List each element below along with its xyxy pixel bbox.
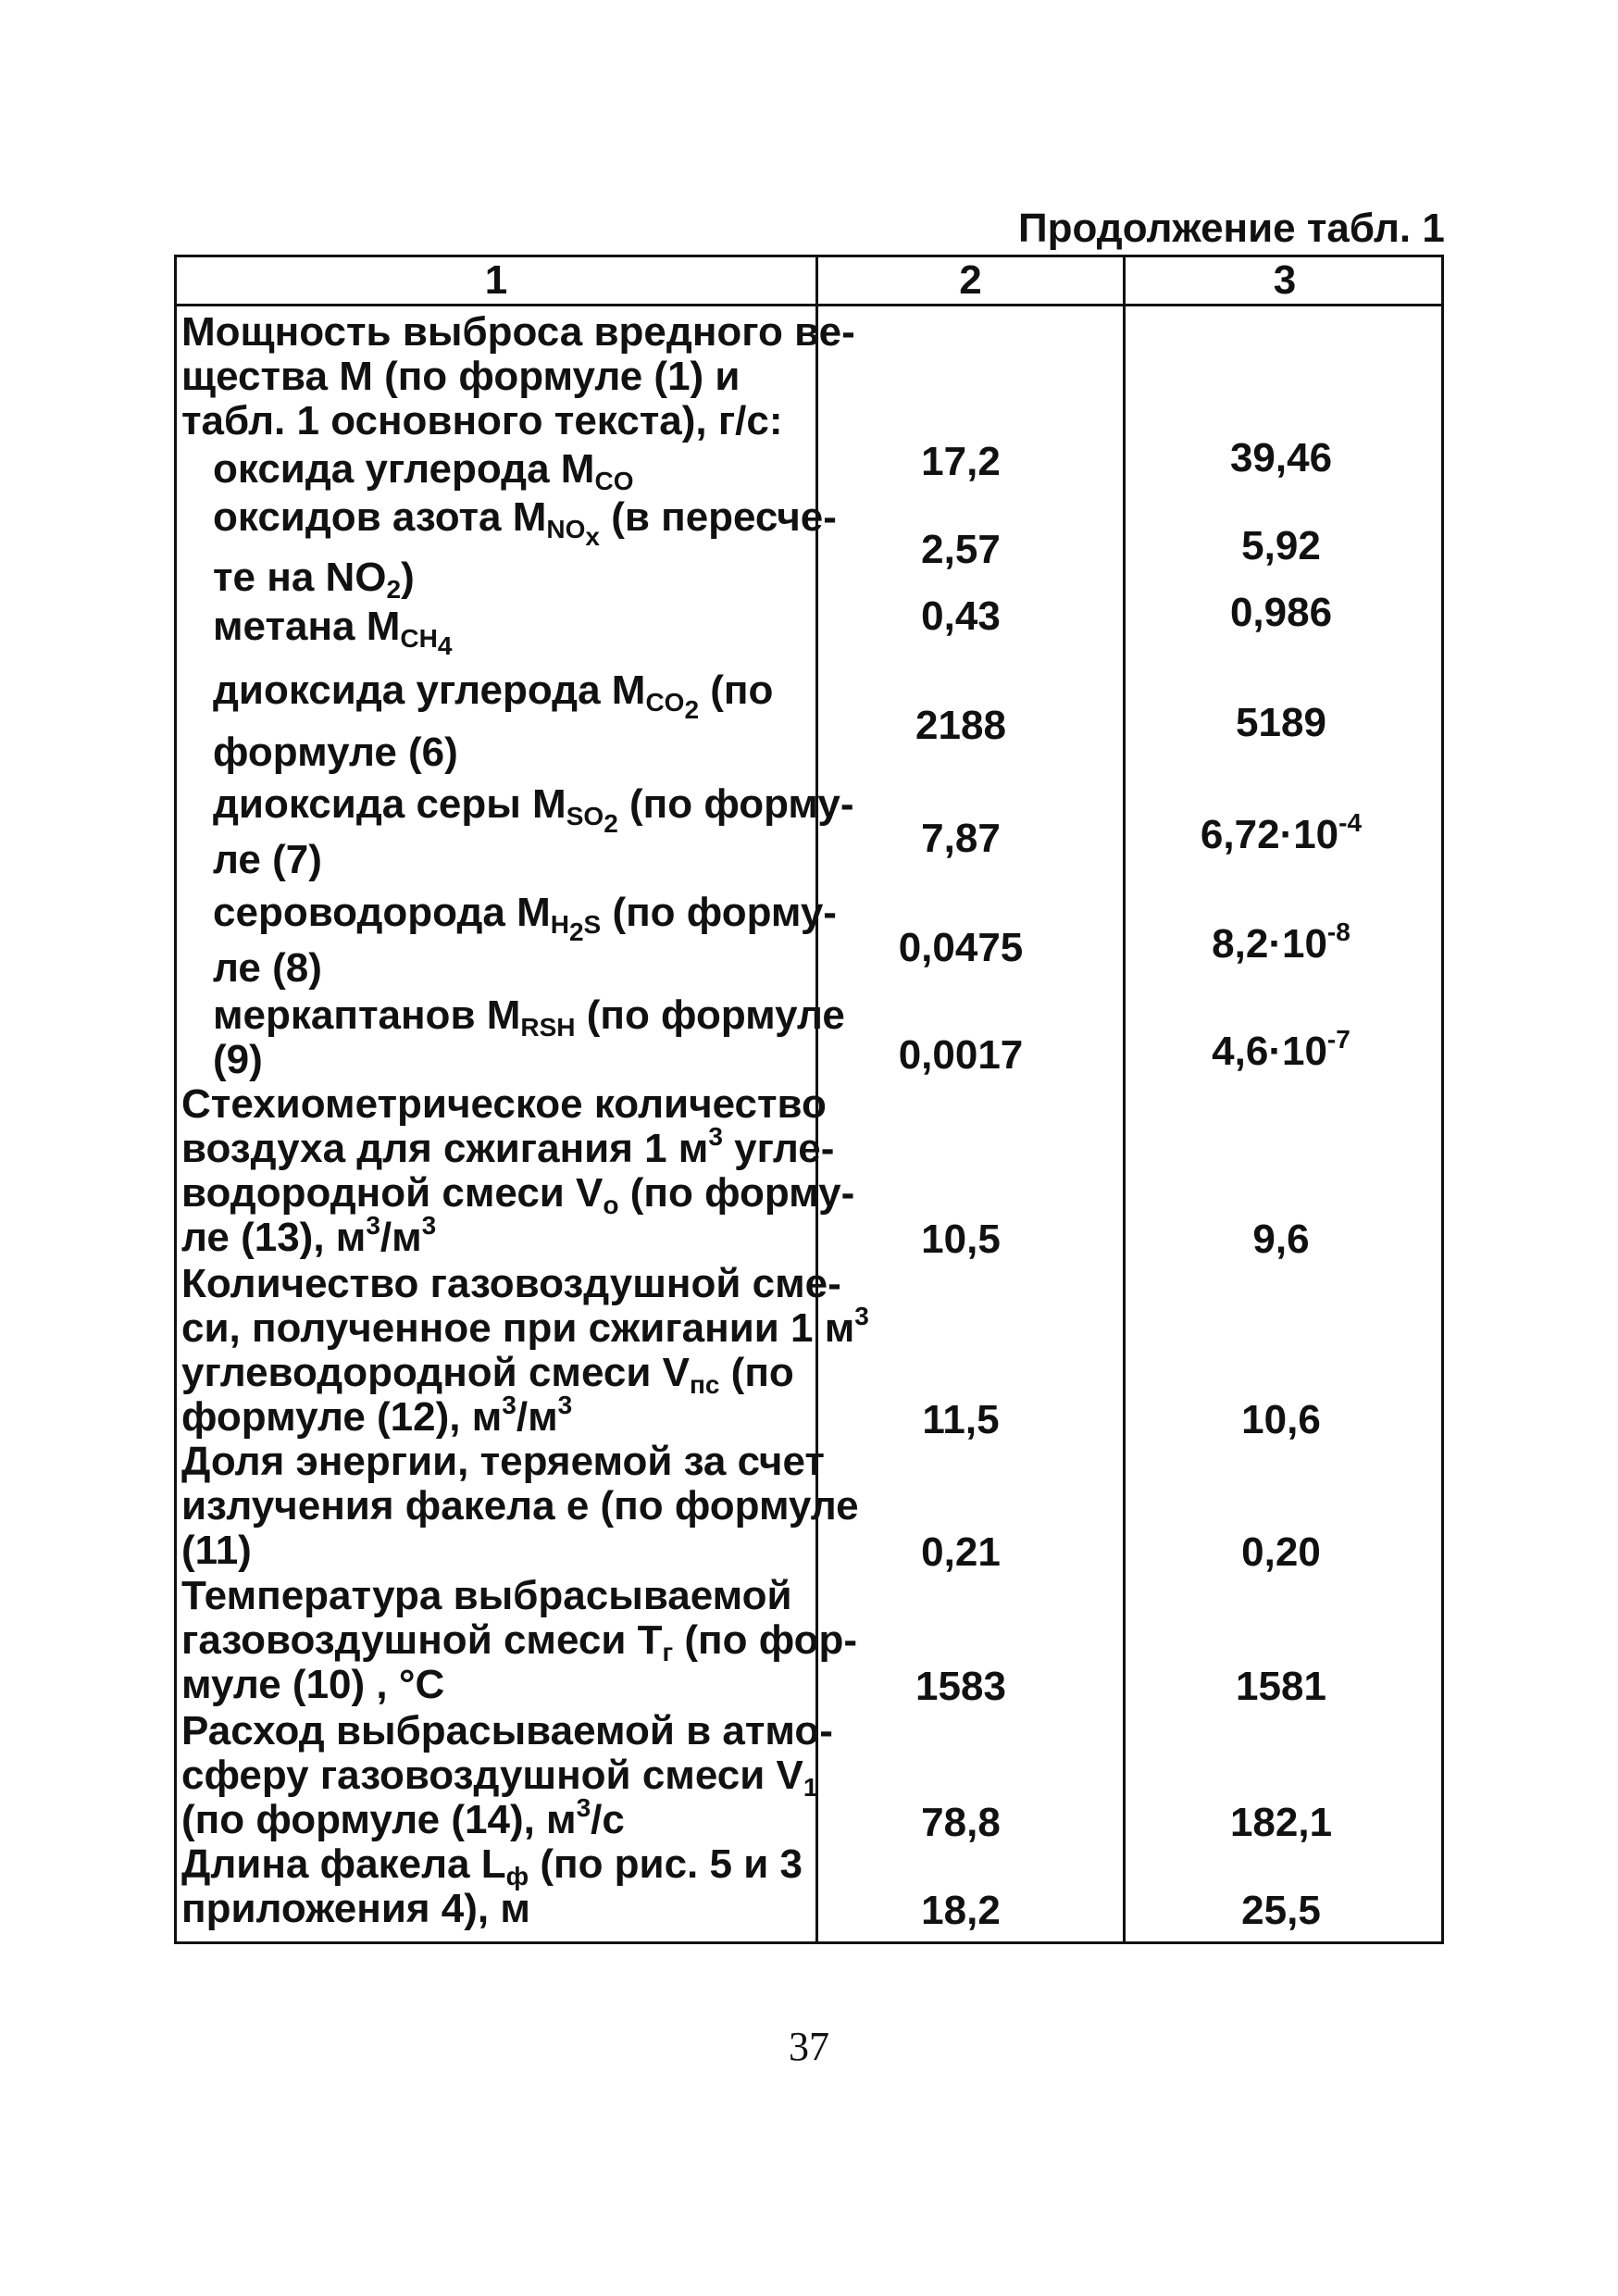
row-tg-line-3: муле (10) , °C [181,1662,445,1707]
row-vpc-value-3: 10,6 [1241,1397,1321,1442]
row-ch4-value-2: 0,43 [921,593,1001,639]
row-v0-line-1: Стехиометрическое количество [181,1081,827,1127]
row-co-label: оксида углерода $M_{CO}$ [213,446,634,495]
row-tg-line-2: газовоздушной смеси $T_г$ (по фор- [181,1617,858,1666]
row-v1-value-2: 78,8 [921,1800,1001,1845]
row-v0-line-3: водородной смеси $V_o$ (по форму- [181,1170,855,1219]
row-vpc-line-4: формуле (12), $м^3/м^3$ [181,1391,573,1440]
row-h2s-value-3: $8,2\cdot 10^{-8}$ [1212,917,1350,967]
row-h2s-value-2: 0,0475 [898,925,1024,970]
header-divider [177,304,1441,306]
row-vpc-line-2: си, полученное при сжигании 1 $м^3$ [181,1302,869,1351]
row-co2-value-2: 2188 [915,703,1006,748]
row-co2-label-line-1: диоксида углерода $M_{CO_2}$ (по [213,668,774,724]
row-lf-line-1: Длина факела $L_ф$ (по рис. 5 и 3 [181,1841,803,1890]
row-tg-value-3: 1581 [1236,1664,1326,1709]
column-header-2: 2 [959,257,982,303]
row-co-value-3: 39,46 [1229,435,1333,480]
row-e-line-3: (11) [181,1528,252,1573]
row-vpc-line-1: Количество газовоздушной сме- [181,1261,841,1306]
row-ch4-value-3: 0,986 [1229,590,1333,635]
row-ch4-label: метана $M_{CH_4}$ [213,604,453,660]
column-header-1: 1 [484,257,508,303]
row-intro-line-2: щества M (по формуле (1) и [181,354,741,399]
row-so2-label-line-2: ле (7) [213,837,322,882]
row-intro-line-1: Мощность выброса вредного ве- [181,309,855,355]
row-intro-line-3: табл. 1 основного текста), г/с: [181,398,783,443]
row-v0-value-2: 10,5 [921,1217,1001,1262]
row-rsh-label-line-1: меркаптанов $M_{RSH}$ (по формуле [213,992,845,1042]
page-number: 37 [789,2024,829,2069]
row-v1-line-3: (по формуле (14), $м^3/с$ [181,1793,625,1842]
row-v0-line-2: воздуха для сжигания 1 $м^3$ угле- [181,1122,835,1171]
row-rsh-label-line-2: (9) [213,1037,263,1082]
row-rsh-value-2: 0,0017 [898,1032,1024,1078]
row-co2-label-line-2: формуле (6) [213,730,458,775]
row-v1-line-2: сферу газовоздушной смеси $V_1$ [181,1753,818,1802]
row-vpc-value-2: 11,5 [922,1397,1000,1442]
row-lf-value-2: 18,2 [921,1888,1001,1933]
row-nox-value-3: 5,92 [1241,523,1321,568]
table-caption: Продолжение табл. 1 [1018,206,1445,251]
row-h2s-label-line-1: сероводорода $M_{H_2S}$ (по форму- [213,890,837,946]
row-v1-value-3: 182,1 [1229,1800,1333,1845]
row-tg-line-1: Температура выбрасываемой [181,1573,792,1618]
row-nox-label-line-2: те на $NO_2$) [213,555,415,604]
row-e-line-2: излучения факела e (по формуле [181,1483,859,1529]
row-so2-label-line-1: диоксида серы $M_{SO_2}$ (по форму- [213,781,854,838]
row-nox-label-line-1: оксидов азота $M_{NO_x}$ (в пересче- [213,494,837,551]
row-v1-line-1: Расход выбрасываемой в атмо- [181,1708,833,1753]
row-co-value-2: 17,2 [921,439,1001,484]
row-lf-value-3: 25,5 [1241,1888,1321,1933]
row-e-value-2: 0,21 [921,1529,1001,1575]
row-h2s-label-line-2: ле (8) [213,945,322,991]
row-v0-value-3: 9,6 [1252,1217,1310,1262]
row-lf-line-2: приложения 4), м [181,1886,530,1931]
row-v0-line-4: ле (13), $м^3/м^3$ [181,1211,437,1260]
row-e-value-3: 0,20 [1241,1529,1321,1575]
row-tg-value-2: 1583 [915,1664,1006,1709]
column-header-3: 3 [1273,257,1297,303]
row-rsh-value-3: $4,6\cdot 10^{-7}$ [1212,1025,1350,1074]
row-e-line-1: Доля энергии, теряемой за счет [181,1439,825,1484]
row-co2-value-3: 5189 [1236,700,1326,745]
row-nox-value-2: 2,57 [921,527,1001,572]
row-so2-value-2: 7,87 [921,816,1001,861]
row-vpc-line-3: углеводородной смеси $V_{пс}$ (по [181,1350,794,1399]
row-so2-value-3: $6,72\cdot 10^{-4}$ [1200,808,1363,857]
